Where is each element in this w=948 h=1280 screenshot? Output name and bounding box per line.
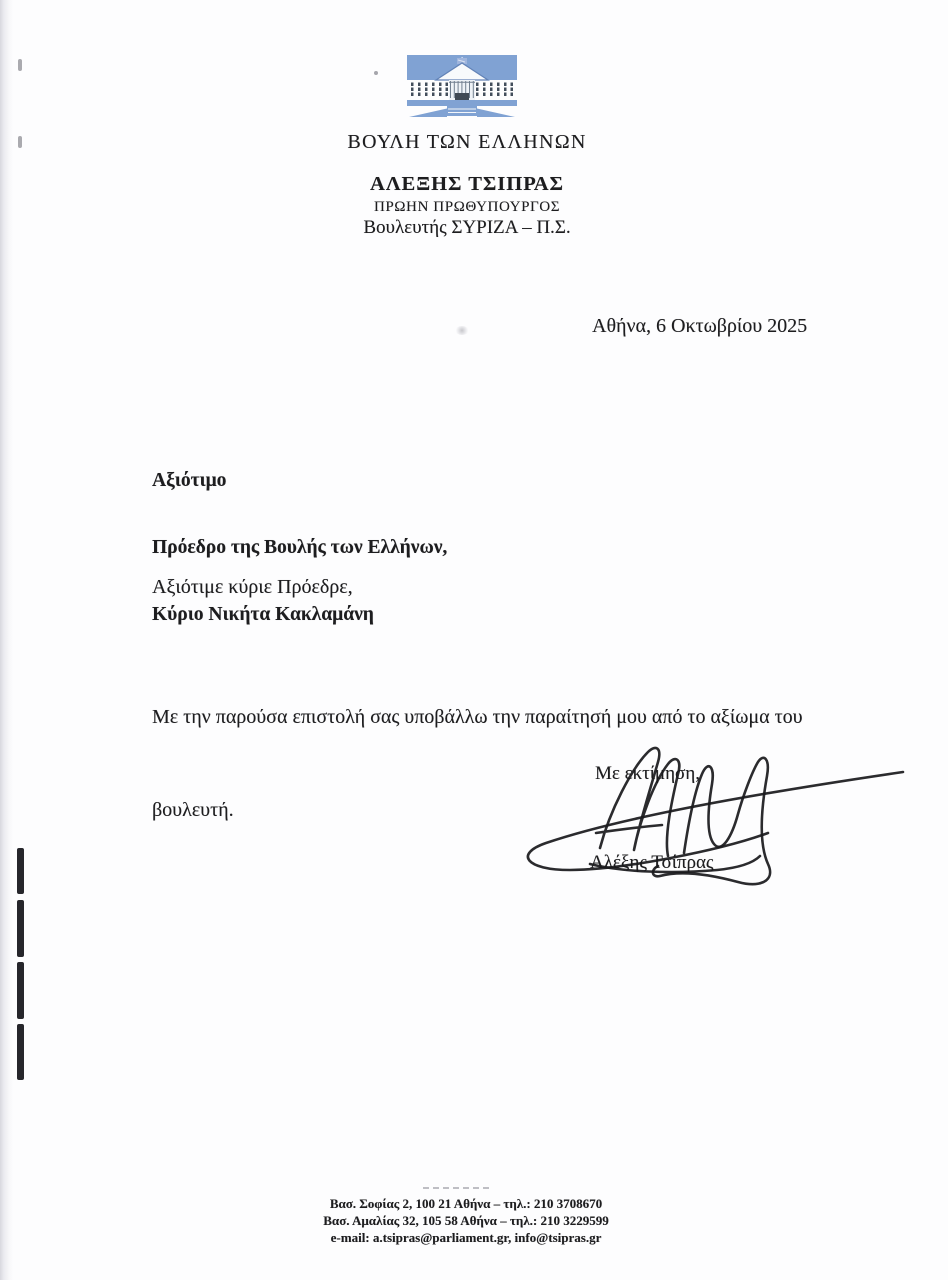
parliament-logo-icon xyxy=(407,55,517,128)
scan-edge-mark xyxy=(18,59,22,71)
salutation: Αξιότιμε κύριε Πρόεδρε, xyxy=(152,576,353,598)
scan-edge-artifact xyxy=(17,962,24,1019)
recipient-line: Κύριο Νικήτα Κακλαμάνη xyxy=(152,604,374,626)
recipient-block xyxy=(152,425,447,671)
footer-email-line: e-mail: a.tsipras@parliament.gr, info@tsipras.gr xyxy=(330,1229,602,1245)
scan-edge-artifact xyxy=(17,1024,24,1080)
scan-edge-artifact xyxy=(17,848,24,894)
footer-address-line: Βασ. Σοφίας 2, 100 21 Αθήνα – τηλ.: 210 3708670 xyxy=(329,1196,603,1211)
date-line: Αθήνα, 6 Οκτωβρίου 2025 xyxy=(592,315,808,337)
scan-faint-dashes xyxy=(423,1187,491,1189)
scan-speck xyxy=(374,71,378,75)
recipient-line: Πρόεδρο της Βουλής των Ελλήνων, xyxy=(152,537,448,559)
sender-party: Βουλευτής ΣΥΡΙΖΑ – Π.Σ. xyxy=(363,217,571,238)
scan-smudge xyxy=(455,326,469,335)
sender-title: ΠΡΩΗΝ ΠΡΩΘΥΠΟΥΡΓΟΣ xyxy=(373,199,561,215)
footer-address-line: Βασ. Αμαλίας 32, 105 58 Αθήνα – τηλ.: 210 3229599 xyxy=(323,1212,609,1228)
scan-edge-artifact xyxy=(17,900,24,957)
body-paragraph xyxy=(152,640,803,888)
recipient-line: Αξιότιμο xyxy=(152,469,227,491)
sender-name: ΑΛΕΞΗΣ ΤΣΙΠΡΑΣ xyxy=(370,173,564,195)
valediction: Με εκτίμηση, xyxy=(595,763,700,784)
body-line: βουλευτή. xyxy=(152,799,234,821)
body-line: Με την παρούσα επιστολή σας υποβάλλω την παραίτησή μου από το αξίωμα του xyxy=(152,706,803,728)
parliament-title: ΒΟΥΛΗ ΤΩΝ ΕΛΛΗΝΩΝ xyxy=(347,131,587,153)
signer-name: Αλέξης Τσίπρας xyxy=(590,852,714,873)
footer-contact xyxy=(0,1196,932,1247)
